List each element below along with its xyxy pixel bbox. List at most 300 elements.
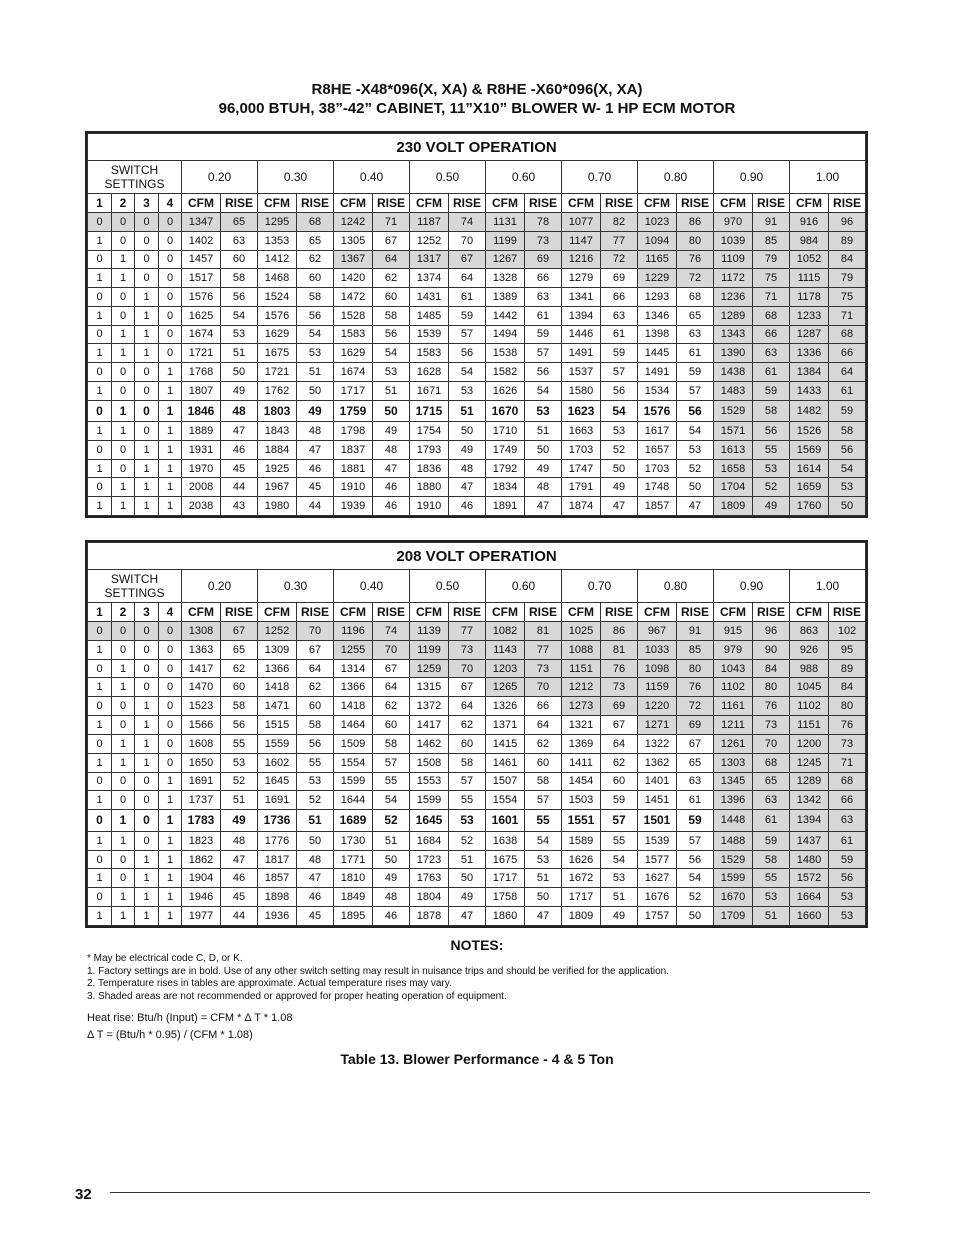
rise-cell: 102 xyxy=(829,622,866,641)
cfm-cell: 1161 xyxy=(714,697,753,716)
cfm-cell: 916 xyxy=(790,213,829,232)
rise-cell: 57 xyxy=(677,831,714,850)
table-row xyxy=(88,791,866,810)
table-row xyxy=(88,381,866,400)
rise-cell: 44 xyxy=(221,478,258,497)
cfm-cell: 1763 xyxy=(410,869,449,888)
rise-cell: 73 xyxy=(525,231,562,250)
cfm-cell: 1539 xyxy=(638,831,677,850)
rise-cell: 86 xyxy=(601,622,638,641)
rise-cell: 73 xyxy=(829,734,866,753)
rise-cell: 56 xyxy=(221,288,258,307)
rise-cell: 61 xyxy=(829,831,866,850)
cfm-cell: 1321 xyxy=(562,716,601,735)
cfm-cell: 1878 xyxy=(410,907,449,926)
cfm-cell: 1345 xyxy=(714,772,753,791)
cfm-cell: 1757 xyxy=(638,907,677,926)
cfm-cell: 1369 xyxy=(562,734,601,753)
cfm-cell: 1353 xyxy=(258,231,297,250)
rise-cell: 53 xyxy=(297,772,334,791)
cfm-cell: 1904 xyxy=(182,869,221,888)
rise-cell: 60 xyxy=(297,697,334,716)
rise-cell: 86 xyxy=(677,213,714,232)
cfm-cell: 1754 xyxy=(410,422,449,441)
rise-cell: 56 xyxy=(373,325,410,344)
switch-cell: 1 xyxy=(159,381,182,400)
rise-cell: 60 xyxy=(525,753,562,772)
cfm-header: CFM xyxy=(258,603,297,622)
switch-cell: 1 xyxy=(88,381,112,400)
rise-cell: 53 xyxy=(601,869,638,888)
cfm-cell: 1438 xyxy=(714,363,753,382)
switch-cell: 0 xyxy=(88,734,112,753)
rise-cell: 80 xyxy=(677,659,714,678)
cfm-cell: 915 xyxy=(714,622,753,641)
rise-cell: 50 xyxy=(601,459,638,478)
cfm-cell: 1691 xyxy=(182,772,221,791)
cfm-cell: 1178 xyxy=(790,288,829,307)
cfm-cell: 1571 xyxy=(714,422,753,441)
rise-cell: 48 xyxy=(221,831,258,850)
rise-cell: 48 xyxy=(449,459,486,478)
switch-label: SWITCH xyxy=(110,572,159,586)
rise-cell: 57 xyxy=(525,344,562,363)
rise-header: RISE xyxy=(373,194,410,213)
rise-cell: 46 xyxy=(373,907,410,926)
rise-cell: 66 xyxy=(829,791,866,810)
rise-cell: 48 xyxy=(297,422,334,441)
rise-cell: 50 xyxy=(829,497,866,516)
rise-cell: 73 xyxy=(753,716,790,735)
pressure-header-row xyxy=(88,161,866,194)
cfm-cell: 1834 xyxy=(486,478,525,497)
switch-cell: 1 xyxy=(112,734,135,753)
switch-cell: 0 xyxy=(159,697,182,716)
rise-header: RISE xyxy=(525,194,562,213)
cfm-cell: 988 xyxy=(790,659,829,678)
switch-cell: 0 xyxy=(135,678,159,697)
cfm-cell: 1216 xyxy=(562,250,601,269)
table-row xyxy=(88,831,866,850)
switch-cell: 1 xyxy=(135,288,159,307)
cfm-cell: 1791 xyxy=(562,478,601,497)
rise-cell: 51 xyxy=(221,344,258,363)
rise-cell: 81 xyxy=(601,640,638,659)
switch-cell: 0 xyxy=(88,810,112,832)
switch-cell: 1 xyxy=(88,791,112,810)
cfm-cell: 1967 xyxy=(258,478,297,497)
switch-cell: 1 xyxy=(135,344,159,363)
switch-cell: 1 xyxy=(159,888,182,907)
switch-cell: 0 xyxy=(112,640,135,659)
rise-cell: 49 xyxy=(221,381,258,400)
switch-cell: 0 xyxy=(159,213,182,232)
switch-number-header: 4 xyxy=(159,603,182,622)
switch-cell: 1 xyxy=(88,678,112,697)
rise-cell: 96 xyxy=(753,622,790,641)
cfm-cell: 1749 xyxy=(486,440,525,459)
cfm-cell: 1684 xyxy=(410,831,449,850)
cfm-cell: 1271 xyxy=(638,716,677,735)
cfm-cell: 1043 xyxy=(714,659,753,678)
rise-cell: 47 xyxy=(525,907,562,926)
rise-cell: 52 xyxy=(677,459,714,478)
cfm-cell: 1485 xyxy=(410,306,449,325)
cfm-cell: 1366 xyxy=(334,678,373,697)
static-pressure-header: 0.70 xyxy=(562,570,638,603)
static-pressure-header: 1.00 xyxy=(790,570,866,603)
rise-cell: 49 xyxy=(525,459,562,478)
rise-cell: 63 xyxy=(677,325,714,344)
rise-cell: 62 xyxy=(221,659,258,678)
switch-cell: 0 xyxy=(88,363,112,382)
rise-cell: 76 xyxy=(601,659,638,678)
cfm-cell: 1569 xyxy=(790,440,829,459)
rise-cell: 89 xyxy=(829,231,866,250)
cfm-cell: 1710 xyxy=(486,422,525,441)
rise-cell: 45 xyxy=(297,478,334,497)
static-pressure-header: 0.30 xyxy=(258,570,334,603)
cfm-cell: 1730 xyxy=(334,831,373,850)
cfm-cell: 1309 xyxy=(258,640,297,659)
rise-cell: 71 xyxy=(753,288,790,307)
switch-cell: 0 xyxy=(112,306,135,325)
rise-cell: 50 xyxy=(221,363,258,382)
rise-cell: 51 xyxy=(601,888,638,907)
rise-cell: 61 xyxy=(525,306,562,325)
switch-cell: 1 xyxy=(159,422,182,441)
table-row xyxy=(88,753,866,772)
switch-cell: 0 xyxy=(112,697,135,716)
switch-cell: 0 xyxy=(135,400,159,422)
rise-cell: 54 xyxy=(373,344,410,363)
cfm-cell: 1411 xyxy=(562,753,601,772)
rise-cell: 49 xyxy=(373,422,410,441)
switch-cell: 1 xyxy=(159,363,182,382)
switch-cell: 1 xyxy=(112,659,135,678)
cfm-cell: 1589 xyxy=(562,831,601,850)
rise-cell: 81 xyxy=(525,622,562,641)
switch-cell: 0 xyxy=(112,363,135,382)
rise-cell: 85 xyxy=(753,231,790,250)
cfm-cell: 1613 xyxy=(714,440,753,459)
rise-cell: 61 xyxy=(601,325,638,344)
cfm-cell: 1503 xyxy=(562,791,601,810)
switch-cell: 0 xyxy=(88,213,112,232)
switch-cell: 1 xyxy=(135,440,159,459)
rise-cell: 71 xyxy=(829,753,866,772)
switch-cell: 1 xyxy=(112,344,135,363)
rise-cell: 59 xyxy=(829,850,866,869)
rise-header: RISE xyxy=(677,603,714,622)
switch-cell: 1 xyxy=(112,888,135,907)
switch-cell: 0 xyxy=(112,772,135,791)
notes-list xyxy=(87,953,887,1003)
cfm-cell: 1691 xyxy=(258,791,297,810)
table-230-volt xyxy=(85,131,868,518)
cfm-cell: 1529 xyxy=(714,850,753,869)
rise-cell: 56 xyxy=(677,850,714,869)
rise-cell: 46 xyxy=(449,497,486,516)
cfm-cell: 1102 xyxy=(790,697,829,716)
cfm-cell: 1709 xyxy=(714,907,753,926)
switch-cell: 0 xyxy=(135,810,159,832)
rise-cell: 47 xyxy=(221,850,258,869)
cfm-cell: 1025 xyxy=(562,622,601,641)
rise-cell: 46 xyxy=(373,478,410,497)
cfm-cell: 1509 xyxy=(334,734,373,753)
cfm-cell: 1233 xyxy=(790,306,829,325)
rise-cell: 60 xyxy=(449,734,486,753)
cfm-cell: 1374 xyxy=(410,269,449,288)
switch-cell: 1 xyxy=(135,497,159,516)
cfm-cell: 1396 xyxy=(714,791,753,810)
static-pressure-header: 0.90 xyxy=(714,161,790,194)
cfm-cell: 1670 xyxy=(486,400,525,422)
cfm-cell: 1674 xyxy=(182,325,221,344)
pressure-header-row xyxy=(88,570,866,603)
rise-cell: 56 xyxy=(601,381,638,400)
cfm-cell: 1211 xyxy=(714,716,753,735)
rise-cell: 69 xyxy=(601,269,638,288)
cfm-cell: 1798 xyxy=(334,422,373,441)
cfm-cell: 1553 xyxy=(410,772,449,791)
rise-cell: 70 xyxy=(373,640,410,659)
rise-cell: 55 xyxy=(525,810,562,832)
rise-cell: 67 xyxy=(221,622,258,641)
rise-cell: 80 xyxy=(829,697,866,716)
cfm-cell: 1884 xyxy=(258,440,297,459)
cfm-cell: 1762 xyxy=(258,381,297,400)
cfm-cell: 1363 xyxy=(182,640,221,659)
cfm-cell: 1508 xyxy=(410,753,449,772)
rise-cell: 63 xyxy=(753,791,790,810)
rise-cell: 68 xyxy=(753,306,790,325)
cfm-cell: 1895 xyxy=(334,907,373,926)
switch-cell: 1 xyxy=(112,325,135,344)
switch-cell: 0 xyxy=(135,831,159,850)
switch-label: SWITCH xyxy=(110,163,159,177)
cfm-cell: 970 xyxy=(714,213,753,232)
cfm-cell: 1293 xyxy=(638,288,677,307)
rise-cell: 82 xyxy=(601,213,638,232)
switch-cell: 0 xyxy=(112,850,135,869)
cfm-cell: 1267 xyxy=(486,250,525,269)
rise-cell: 64 xyxy=(449,269,486,288)
rise-cell: 55 xyxy=(221,734,258,753)
caption-row xyxy=(88,134,866,161)
cfm-header: CFM xyxy=(714,603,753,622)
cfm-cell: 1925 xyxy=(258,459,297,478)
note-item: 2. Temperature rises in tables are approximate. Actual temperature rises may vary. xyxy=(87,978,452,989)
rise-cell: 53 xyxy=(373,363,410,382)
table-208-volt xyxy=(85,540,868,928)
cfm-cell: 1768 xyxy=(182,363,221,382)
table-row xyxy=(88,478,866,497)
cfm-cell: 1650 xyxy=(182,753,221,772)
table-row xyxy=(88,850,866,869)
cfm-cell: 1645 xyxy=(258,772,297,791)
rise-cell: 54 xyxy=(677,869,714,888)
rise-cell: 96 xyxy=(829,213,866,232)
rise-cell: 51 xyxy=(297,363,334,382)
cfm-cell: 1860 xyxy=(486,907,525,926)
cfm-cell: 863 xyxy=(790,622,829,641)
cfm-cell: 1760 xyxy=(790,497,829,516)
switch-cell: 1 xyxy=(135,716,159,735)
rise-cell: 61 xyxy=(677,344,714,363)
rise-cell: 47 xyxy=(373,459,410,478)
cfm-cell: 1823 xyxy=(182,831,221,850)
cfm-cell: 1082 xyxy=(486,622,525,641)
rise-cell: 64 xyxy=(373,678,410,697)
rise-cell: 76 xyxy=(829,716,866,735)
switch-cell: 0 xyxy=(135,772,159,791)
cfm-cell: 1576 xyxy=(258,306,297,325)
switch-cell: 1 xyxy=(88,497,112,516)
cfm-cell: 1554 xyxy=(486,791,525,810)
rise-cell: 62 xyxy=(449,716,486,735)
rise-cell: 47 xyxy=(601,497,638,516)
switch-cell: 0 xyxy=(135,250,159,269)
rise-cell: 58 xyxy=(373,734,410,753)
rise-cell: 67 xyxy=(677,734,714,753)
switch-cell: 1 xyxy=(112,400,135,422)
rise-cell: 44 xyxy=(297,497,334,516)
rise-cell: 48 xyxy=(373,440,410,459)
notes-heading: NOTES: xyxy=(450,937,504,953)
cfm-cell: 1289 xyxy=(790,772,829,791)
cfm-cell: 1501 xyxy=(638,810,677,832)
switch-cell: 1 xyxy=(112,269,135,288)
cfm-cell: 1663 xyxy=(562,422,601,441)
rise-cell: 64 xyxy=(297,659,334,678)
rise-cell: 57 xyxy=(601,363,638,382)
cfm-cell: 1776 xyxy=(258,831,297,850)
cfm-cell: 1554 xyxy=(334,753,373,772)
document-title-line2: 96,000 BTUH, 38”-42” CABINET, 11”X10” BLOWER W- 1 HP ECM MOTOR xyxy=(218,100,736,117)
rise-cell: 59 xyxy=(753,831,790,850)
rise-cell: 52 xyxy=(601,440,638,459)
rise-cell: 79 xyxy=(829,269,866,288)
rise-cell: 46 xyxy=(297,459,334,478)
rise-header: RISE xyxy=(601,194,638,213)
settings-label: SETTINGS xyxy=(104,177,165,191)
rise-cell: 72 xyxy=(601,250,638,269)
rise-cell: 65 xyxy=(677,306,714,325)
switch-cell: 1 xyxy=(159,810,182,832)
switch-cell: 0 xyxy=(112,622,135,641)
switch-cell: 0 xyxy=(88,288,112,307)
switch-cell: 0 xyxy=(112,381,135,400)
rise-cell: 71 xyxy=(829,306,866,325)
rise-cell: 67 xyxy=(297,640,334,659)
cfm-cell: 1625 xyxy=(182,306,221,325)
cfm-cell: 1457 xyxy=(182,250,221,269)
switch-cell: 1 xyxy=(112,907,135,926)
rise-cell: 51 xyxy=(297,810,334,832)
cfm-cell: 1220 xyxy=(638,697,677,716)
cfm-cell: 1524 xyxy=(258,288,297,307)
switch-cell: 0 xyxy=(159,716,182,735)
cfm-cell: 1582 xyxy=(486,363,525,382)
rise-cell: 53 xyxy=(753,888,790,907)
cfm-cell: 1464 xyxy=(334,716,373,735)
rise-cell: 60 xyxy=(601,772,638,791)
note-item: * May be electrical code C, D, or K. xyxy=(87,953,243,964)
table-row xyxy=(88,869,866,888)
cfm-cell: 1939 xyxy=(334,497,373,516)
rise-cell: 73 xyxy=(601,678,638,697)
rise-cell: 49 xyxy=(601,907,638,926)
rise-header: RISE xyxy=(829,603,866,622)
rise-cell: 64 xyxy=(373,250,410,269)
cfm-cell: 1094 xyxy=(638,231,677,250)
cfm-cell: 1576 xyxy=(638,400,677,422)
switch-cell: 0 xyxy=(135,231,159,250)
note-item: 1. Factory settings are in bold. Use of any other switch setting may result in nuisance trips and should be verified for the application. xyxy=(87,965,669,977)
cfm-cell: 1717 xyxy=(562,888,601,907)
rise-cell: 64 xyxy=(525,716,562,735)
switch-cell: 1 xyxy=(88,907,112,926)
blower-table xyxy=(87,133,866,516)
blower-table xyxy=(87,542,866,926)
switch-cell: 1 xyxy=(135,753,159,772)
switch-cell: 0 xyxy=(112,213,135,232)
rise-cell: 48 xyxy=(297,850,334,869)
rise-cell: 64 xyxy=(601,734,638,753)
switch-cell: 1 xyxy=(135,907,159,926)
voltage-caption: 230 VOLT OPERATION xyxy=(88,134,866,161)
switch-cell: 1 xyxy=(135,478,159,497)
static-pressure-header: 0.60 xyxy=(486,161,562,194)
rise-cell: 69 xyxy=(601,697,638,716)
factory-setting-row xyxy=(88,810,866,832)
cfm-cell: 1279 xyxy=(562,269,601,288)
rise-cell: 47 xyxy=(525,497,562,516)
switch-cell: 1 xyxy=(159,831,182,850)
cfm-cell: 1315 xyxy=(410,678,449,697)
cfm-cell: 1837 xyxy=(334,440,373,459)
cfm-cell: 1187 xyxy=(410,213,449,232)
switch-cell: 1 xyxy=(88,716,112,735)
rise-cell: 46 xyxy=(297,888,334,907)
cfm-cell: 1676 xyxy=(638,888,677,907)
static-pressure-header: 0.80 xyxy=(638,570,714,603)
table-row xyxy=(88,459,866,478)
switch-cell: 0 xyxy=(135,269,159,288)
switch-cell: 0 xyxy=(88,400,112,422)
cfm-cell: 1151 xyxy=(790,716,829,735)
rise-cell: 51 xyxy=(525,422,562,441)
cfm-cell: 1849 xyxy=(334,888,373,907)
rise-cell: 54 xyxy=(221,306,258,325)
rise-cell: 58 xyxy=(373,306,410,325)
table-caption: Table 13. Blower Performance - 4 & 5 Ton xyxy=(340,1051,614,1067)
rise-cell: 62 xyxy=(525,734,562,753)
rise-cell: 76 xyxy=(677,678,714,697)
delta-t-formula: Δ T = (Btu/h * 0.95) / (CFM * 1.08) xyxy=(87,1029,253,1041)
switch-cell: 0 xyxy=(88,888,112,907)
cfm-cell: 1526 xyxy=(790,422,829,441)
cfm-cell: 1559 xyxy=(258,734,297,753)
rise-header: RISE xyxy=(373,603,410,622)
switch-cell: 0 xyxy=(159,288,182,307)
cfm-cell: 984 xyxy=(790,231,829,250)
rise-cell: 65 xyxy=(753,772,790,791)
cfm-cell: 1437 xyxy=(790,831,829,850)
table-row xyxy=(88,716,866,735)
